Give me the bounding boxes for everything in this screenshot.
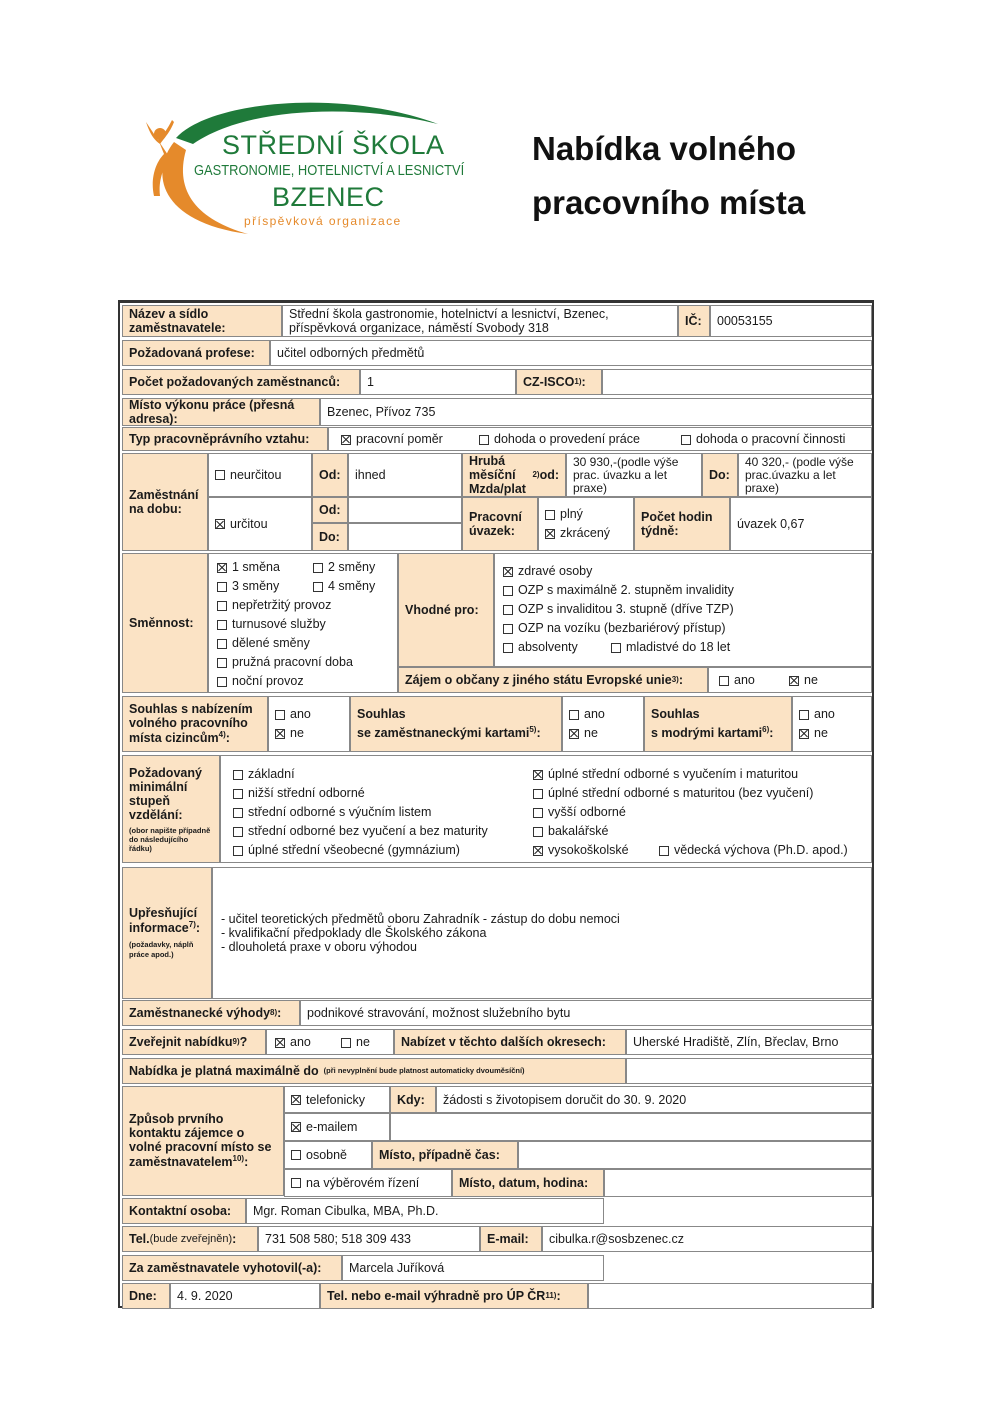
od2-value xyxy=(348,497,462,523)
benefits-footnote: 8) xyxy=(270,1008,278,1017)
education-option-label: vysokoškolské xyxy=(548,843,629,857)
education-option[interactable] xyxy=(533,786,813,801)
checkbox-icon xyxy=(533,827,543,837)
cards-colon: : xyxy=(536,726,541,741)
foreigners-footnote: 4) xyxy=(218,730,226,740)
publish-yes-label: ano xyxy=(290,1035,311,1049)
checkbox-checked-icon xyxy=(215,519,225,529)
od2-label: Od: xyxy=(312,497,348,523)
shift-option-label: turnusové služby xyxy=(232,617,326,631)
workload-full-label: plný xyxy=(560,507,583,521)
checkbox-icon xyxy=(217,677,227,687)
shift-option-label: dělené směny xyxy=(232,636,310,650)
cz-isco-colon: : xyxy=(581,375,586,389)
checkbox-icon xyxy=(503,624,513,634)
eu-colon: : xyxy=(678,673,684,687)
date-label: Dne: xyxy=(122,1283,170,1309)
checkbox-checked-icon xyxy=(275,1038,285,1048)
publish-label-text: Zveřejnit nabídku xyxy=(129,1035,233,1049)
benefits-value: podnikové stravování, možnost služebního bytu xyxy=(300,1000,872,1026)
checkbox-icon xyxy=(217,658,227,668)
checkbox-checked-icon xyxy=(569,729,579,739)
publish-no[interactable] xyxy=(341,1035,370,1050)
education-option[interactable] xyxy=(533,843,629,858)
foreigners-label-wrap xyxy=(129,702,261,745)
education-option[interactable] xyxy=(233,805,431,820)
checkbox-icon xyxy=(341,1038,351,1048)
salary-label xyxy=(462,453,566,497)
contact-selection[interactable] xyxy=(284,1169,452,1197)
checkbox-icon xyxy=(233,846,243,856)
up-contact-label xyxy=(320,1283,588,1309)
suitable-option-label: absolventy xyxy=(518,640,578,654)
eu-no-label: ne xyxy=(804,673,818,687)
cards-label-line-2: se zaměstnaneckými kartami xyxy=(357,726,530,741)
validity-label xyxy=(122,1058,626,1084)
education-option[interactable] xyxy=(533,824,608,839)
suitable-option[interactable] xyxy=(503,640,578,655)
checkbox-checked-icon xyxy=(503,567,513,577)
shift-option[interactable] xyxy=(217,636,310,651)
place-date-label: Místo, datum, hodina: xyxy=(452,1169,604,1197)
checkbox-checked-icon xyxy=(533,770,543,780)
up-contact-label-text: Tel. nebo e-mail výhradně pro ÚP ČR xyxy=(327,1289,546,1303)
contact-personal[interactable] xyxy=(284,1141,372,1169)
school-logo xyxy=(138,92,468,242)
checkbox-checked-icon xyxy=(545,529,555,539)
suitable-option-label: mladistvé do 18 let xyxy=(626,640,731,654)
contact-method-label xyxy=(122,1086,284,1196)
cards-label xyxy=(350,696,562,752)
details-value xyxy=(212,867,872,999)
do-value xyxy=(348,523,462,551)
checkbox-icon xyxy=(313,582,323,592)
foreigners-label xyxy=(122,696,268,752)
contact-email[interactable] xyxy=(284,1113,390,1141)
checkbox-icon xyxy=(799,710,809,720)
cards-yes[interactable] xyxy=(569,707,605,722)
suitable-option-label: zdravé osoby xyxy=(518,564,593,578)
suitable-option-label: OZP s maximálně 2. stupněm invalidity xyxy=(518,583,734,597)
cards-no[interactable] xyxy=(569,726,598,741)
contact-email-value xyxy=(390,1113,872,1141)
cards-label-line-2-wrap xyxy=(357,725,541,740)
publish-yes[interactable] xyxy=(275,1035,311,1050)
when-value: žádosti s životopisem doručit do 30. 9. 2020 xyxy=(436,1086,872,1113)
suitable-option[interactable] xyxy=(503,583,734,598)
blue-label-line-1: Souhlas xyxy=(651,707,700,722)
cards-no-label: ne xyxy=(584,726,598,740)
email-value[interactable]: cibulka.r@sosbzenec.cz xyxy=(542,1226,872,1252)
checkbox-icon xyxy=(533,808,543,818)
education-option-label: úplné střední odborné s maturitou (bez vyučení) xyxy=(548,786,814,800)
contact-method-footnote: 10) xyxy=(232,1154,245,1164)
checkbox-icon xyxy=(545,510,555,520)
checkbox-icon xyxy=(533,789,543,799)
suitable-label: Vhodné pro: xyxy=(398,553,494,667)
checkbox-icon xyxy=(681,435,691,445)
workload-options xyxy=(538,497,634,551)
checkbox-icon xyxy=(275,710,285,720)
contact-method-colon: : xyxy=(244,1155,249,1170)
place-time-value xyxy=(518,1141,872,1169)
od-label: Od: xyxy=(312,453,348,497)
shift-option[interactable] xyxy=(313,560,375,575)
shift-option-label: 3 směny xyxy=(232,579,280,593)
salary-from: 30 930,-(podle výše prac. úvazku a let praxe) xyxy=(566,453,702,497)
suitable-option-label: OZP s invaliditou 3. stupně (dříve TZP) xyxy=(518,602,734,616)
cz-isco-text: CZ-ISCO xyxy=(523,375,575,389)
shift-option[interactable] xyxy=(217,674,304,689)
checkbox-icon xyxy=(611,643,621,653)
suitable-option-label: OZP na vozíku (bezbariérový přístup) xyxy=(518,621,726,635)
place-value: Bzenec, Přívoz 735 xyxy=(320,398,872,426)
checkbox-checked-icon xyxy=(799,729,809,739)
prepared-label: Za zaměstnavatele vyhotovil(-a): xyxy=(122,1255,342,1281)
checkbox-icon xyxy=(719,676,729,686)
phone-value: 731 508 580; 518 309 433 xyxy=(258,1226,480,1252)
up-contact-footnote: 11) xyxy=(545,1291,557,1300)
education-option[interactable] xyxy=(233,843,460,858)
relation-option-label: dohoda o pracovní činnosti xyxy=(696,432,846,446)
email-label: E-mail: xyxy=(480,1226,542,1252)
shift-option-label: 2 směny xyxy=(328,560,376,574)
logo-line-2: GASTRONOMIE, HOTELNICTVÍ A LESNICTVÍ xyxy=(194,162,465,179)
education-option-label: střední odborné bez vyučení a bez maturity xyxy=(248,824,488,838)
count-label: Počet požadovaných zaměstnanců: xyxy=(122,369,360,395)
employer-value: Střední škola gastronomie, hotelnictví a lesnictví, Bzenec, příspěvková organizace, náměstí Svobody 318 xyxy=(282,305,678,337)
relation-label: Typ pracovněprávního vztahu: xyxy=(122,427,328,451)
eu-yes-label: ano xyxy=(734,673,755,687)
education-option-label: střední odborné s výučním listem xyxy=(248,805,432,819)
suitable-option[interactable] xyxy=(503,602,734,617)
salary-footnote: 2) xyxy=(532,470,540,479)
checkbox-checked-icon xyxy=(217,563,227,573)
contact-selection-label: na výběrovém řízení xyxy=(306,1176,420,1190)
place-time-label: Místo, případně čas: xyxy=(372,1141,518,1169)
validity-note: (při nevyplnění bude platnost automaticky dvouměsíční) xyxy=(323,1066,525,1075)
eu-yes[interactable] xyxy=(719,673,755,688)
relation-option-label: dohoda o provedení práce xyxy=(494,432,640,446)
validity-value xyxy=(626,1058,872,1084)
districts-label: Nabízet v těchto dalších okresech: xyxy=(394,1029,626,1055)
checkbox-icon xyxy=(233,789,243,799)
phone-label-text: Tel. xyxy=(129,1232,150,1246)
od-value: ihned xyxy=(348,453,462,497)
checkbox-icon xyxy=(217,582,227,592)
cz-isco-footnote: 1) xyxy=(574,377,582,386)
workload-full[interactable] xyxy=(545,507,583,522)
eu-no[interactable] xyxy=(789,673,818,688)
profession-label: Požadovaná profese: xyxy=(122,340,270,366)
contact-person-value: Mgr. Roman Cibulka, MBA, Ph.D. xyxy=(246,1198,604,1224)
suitable-options xyxy=(494,553,872,667)
eu-label xyxy=(398,667,708,693)
title-line-2: pracovního místa xyxy=(532,184,806,221)
checkbox-checked-icon xyxy=(275,729,285,739)
education-options xyxy=(220,755,872,863)
contact-method-label-wrap xyxy=(129,1112,277,1169)
cards-label-line-1: Souhlas xyxy=(357,707,406,722)
up-contact-colon: : xyxy=(556,1289,561,1303)
logo-line-3: BZENEC xyxy=(272,182,385,212)
education-option[interactable] xyxy=(233,786,365,801)
details-colon: : xyxy=(195,921,201,936)
details-label xyxy=(122,867,212,999)
cards-footnote: 5) xyxy=(529,725,537,735)
contact-email-label: e-mailem xyxy=(306,1120,358,1134)
eu-options xyxy=(708,667,872,693)
checkbox-icon xyxy=(233,770,243,780)
checkbox-icon xyxy=(291,1178,301,1188)
ic-value: 00053155 xyxy=(710,305,872,337)
salary-to-label: Do: xyxy=(702,453,738,497)
blue-footnote: 6) xyxy=(762,725,770,735)
shift-option-label: pružná pracovní doba xyxy=(232,655,353,669)
education-option-label: bakalářské xyxy=(548,824,609,838)
blue-no-label: ne xyxy=(814,726,828,740)
benefits-colon: : xyxy=(277,1006,282,1020)
checkbox-checked-icon xyxy=(533,846,543,856)
suitable-option[interactable] xyxy=(503,621,726,636)
title-line-1: Nabídka volného xyxy=(532,130,797,167)
checkbox-icon xyxy=(217,620,227,630)
phone-label-note: (bude zveřejněn) xyxy=(149,1233,233,1245)
details-line: - kvalifikační předpoklady dle Školského zákona xyxy=(221,926,487,940)
checkbox-icon xyxy=(659,846,669,856)
education-option[interactable] xyxy=(233,767,295,782)
hours-value: úvazek 0,67 xyxy=(730,497,872,551)
blue-yes[interactable] xyxy=(799,707,835,722)
contact-person-label: Kontaktní osoba: xyxy=(122,1198,246,1224)
shift-option-label: 4 směny xyxy=(328,579,376,593)
shift-option[interactable] xyxy=(217,655,353,670)
foreigners-no-label: ne xyxy=(290,726,304,740)
phone-label xyxy=(122,1226,258,1252)
checkbox-icon xyxy=(479,435,489,445)
duration-definite[interactable] xyxy=(208,497,312,551)
education-option[interactable] xyxy=(533,767,798,782)
duration-label: Zaměstnání na dobu: xyxy=(122,453,208,551)
benefits-label xyxy=(122,1000,300,1026)
publish-no-label: ne xyxy=(356,1035,370,1049)
when-label: Kdy: xyxy=(390,1086,436,1113)
cards-yes-label: ano xyxy=(584,707,605,721)
salary-label-text: Hrubá měsíční Mzda/plat xyxy=(469,454,526,496)
details-line: - dlouholetá praxe v oboru výhodou xyxy=(221,940,417,954)
eu-label-text: Zájem o občany z jiného státu Evropské unie xyxy=(405,673,672,687)
profession-value: učitel odborných předmětů xyxy=(270,340,872,366)
details-footnote: 7) xyxy=(188,920,196,930)
education-option-label: úplné střední všeobecné (gymnázium) xyxy=(248,843,460,857)
shift-option[interactable] xyxy=(217,560,280,575)
count-value: 1 xyxy=(360,369,516,395)
foreigners-yes-label: ano xyxy=(290,707,311,721)
blue-options xyxy=(792,696,872,752)
details-line: - učitel teoretických předmětů oboru Zahradník - zástup do dobu nemoci xyxy=(221,912,620,926)
prepared-value: Marcela Juříková xyxy=(342,1255,604,1281)
place-label: Místo výkonu práce (přesná adresa): xyxy=(122,398,320,426)
shift-option[interactable] xyxy=(313,579,375,594)
education-label xyxy=(122,755,220,863)
employer-label: Název a sídlo zaměstnavatele: xyxy=(122,305,282,337)
checkbox-checked-icon xyxy=(291,1095,301,1105)
relation-option-employment[interactable] xyxy=(341,432,443,447)
education-option-label: nižší střední odborné xyxy=(248,786,365,800)
validity-label-text: Nabídka je platná maximálně do xyxy=(129,1064,319,1078)
checkbox-icon xyxy=(503,586,513,596)
hours-label: Počet hodin týdně: xyxy=(634,497,730,551)
checkbox-icon xyxy=(291,1150,301,1160)
shifts-label: Směnnost: xyxy=(122,553,208,693)
workload-reduced-label: zkrácený xyxy=(560,526,611,540)
shift-option-label: noční provoz xyxy=(232,674,304,688)
logo-line-4: příspěvková organizace xyxy=(244,214,402,228)
foreigners-label-text: Souhlas s nabízením volného pracovního místa cizincům xyxy=(129,702,253,746)
education-option-label: úplné střední odborné s vyučením i maturitou xyxy=(548,767,799,781)
shifts-options xyxy=(208,553,398,693)
checkbox-checked-icon xyxy=(291,1122,301,1132)
place-date-value xyxy=(604,1169,872,1197)
blue-yes-label: ano xyxy=(814,707,835,721)
cz-isco-label xyxy=(516,369,602,395)
duration-indefinite-label: neurčitou xyxy=(230,468,282,482)
checkbox-icon xyxy=(503,605,513,615)
education-option[interactable] xyxy=(233,824,488,839)
relation-option-dpp[interactable] xyxy=(479,432,640,447)
blue-label-line-2: s modrými kartami xyxy=(651,726,763,741)
checkbox-icon xyxy=(569,710,579,720)
publish-question-mark: ? xyxy=(239,1035,248,1049)
checkbox-checked-icon xyxy=(341,435,351,445)
duration-definite-label: určitou xyxy=(230,517,268,531)
foreigners-no[interactable] xyxy=(275,726,304,741)
education-label-text: Požadovaný minimální stupeň vzdělání: xyxy=(129,765,202,822)
checkbox-icon xyxy=(217,601,227,611)
checkbox-icon xyxy=(503,643,513,653)
publish-label xyxy=(122,1029,266,1055)
workload-label: Pracovní úvazek: xyxy=(462,497,538,551)
foreigners-yes[interactable] xyxy=(275,707,311,722)
education-option-label: základní xyxy=(248,767,295,781)
blue-colon: : xyxy=(769,726,774,741)
relation-options xyxy=(328,427,872,451)
shift-option-label: nepřetržitý provoz xyxy=(232,598,332,612)
checkbox-icon xyxy=(313,563,323,573)
checkbox-icon xyxy=(215,470,225,480)
foreigners-colon: : xyxy=(225,731,230,746)
publish-options xyxy=(266,1029,394,1055)
checkbox-icon xyxy=(217,639,227,649)
education-note: (obor napište případně do následujícího řádku) xyxy=(129,825,211,853)
benefits-label-text: Zaměstnanecké výhody xyxy=(129,1006,271,1020)
publish-footnote: 9) xyxy=(232,1037,240,1046)
details-label-wrap xyxy=(129,906,205,935)
checkbox-icon xyxy=(233,827,243,837)
date-value: 4. 9. 2020 xyxy=(170,1283,320,1309)
districts-value: Uherské Hradiště, Zlín, Břeclav, Brno xyxy=(626,1029,872,1055)
shift-option[interactable] xyxy=(217,598,331,613)
phone-colon: : xyxy=(232,1232,237,1246)
salary-label-suffix: od: xyxy=(539,468,559,482)
suitable-option[interactable] xyxy=(503,564,592,579)
checkbox-icon xyxy=(233,808,243,818)
education-option[interactable] xyxy=(659,843,848,858)
cz-isco-value xyxy=(602,369,872,395)
contact-phone[interactable] xyxy=(284,1086,390,1113)
do-label: Do: xyxy=(312,523,348,551)
relation-option-label: pracovní poměr xyxy=(356,432,443,446)
blue-label xyxy=(644,696,792,752)
cards-options xyxy=(562,696,644,752)
foreigners-options xyxy=(268,696,350,752)
duration-indefinite[interactable] xyxy=(208,453,312,497)
suitable-option[interactable] xyxy=(611,640,730,655)
logo-line-1: STŘEDNÍ ŠKOLA xyxy=(222,130,445,160)
ic-label: IČ: xyxy=(678,305,710,337)
salary-to: 40 320,- (podle výše prac.úvazku a let praxe) xyxy=(738,453,872,497)
details-label-text: Upřesňující informace xyxy=(129,906,198,936)
shift-option[interactable] xyxy=(217,617,326,632)
education-option-label: vyšší odborné xyxy=(548,805,626,819)
blue-label-line-2-wrap xyxy=(651,725,773,740)
shift-option[interactable] xyxy=(217,579,279,594)
job-offer-form xyxy=(118,300,874,1308)
contact-phone-label: telefonicky xyxy=(306,1092,366,1107)
document-title xyxy=(532,122,805,230)
checkbox-checked-icon xyxy=(789,676,799,686)
workload-reduced[interactable] xyxy=(545,526,610,541)
eu-footnote: 3) xyxy=(671,675,679,684)
education-option[interactable] xyxy=(533,805,626,820)
relation-option-dpc[interactable] xyxy=(681,432,845,447)
contact-personal-label: osobně xyxy=(306,1148,348,1162)
shift-option-label: 1 směna xyxy=(232,560,280,574)
details-note: (požadavky, náplň práce apod.) xyxy=(129,939,194,959)
education-option-label: vědecká výchova (Ph.D. apod.) xyxy=(674,843,848,857)
contact-method-label-text: Způsob prvního kontaktu zájemce o volné pracovní místo se zaměstnavatelem xyxy=(129,1112,272,1170)
up-contact-value xyxy=(588,1283,872,1309)
blue-no[interactable] xyxy=(799,726,828,741)
